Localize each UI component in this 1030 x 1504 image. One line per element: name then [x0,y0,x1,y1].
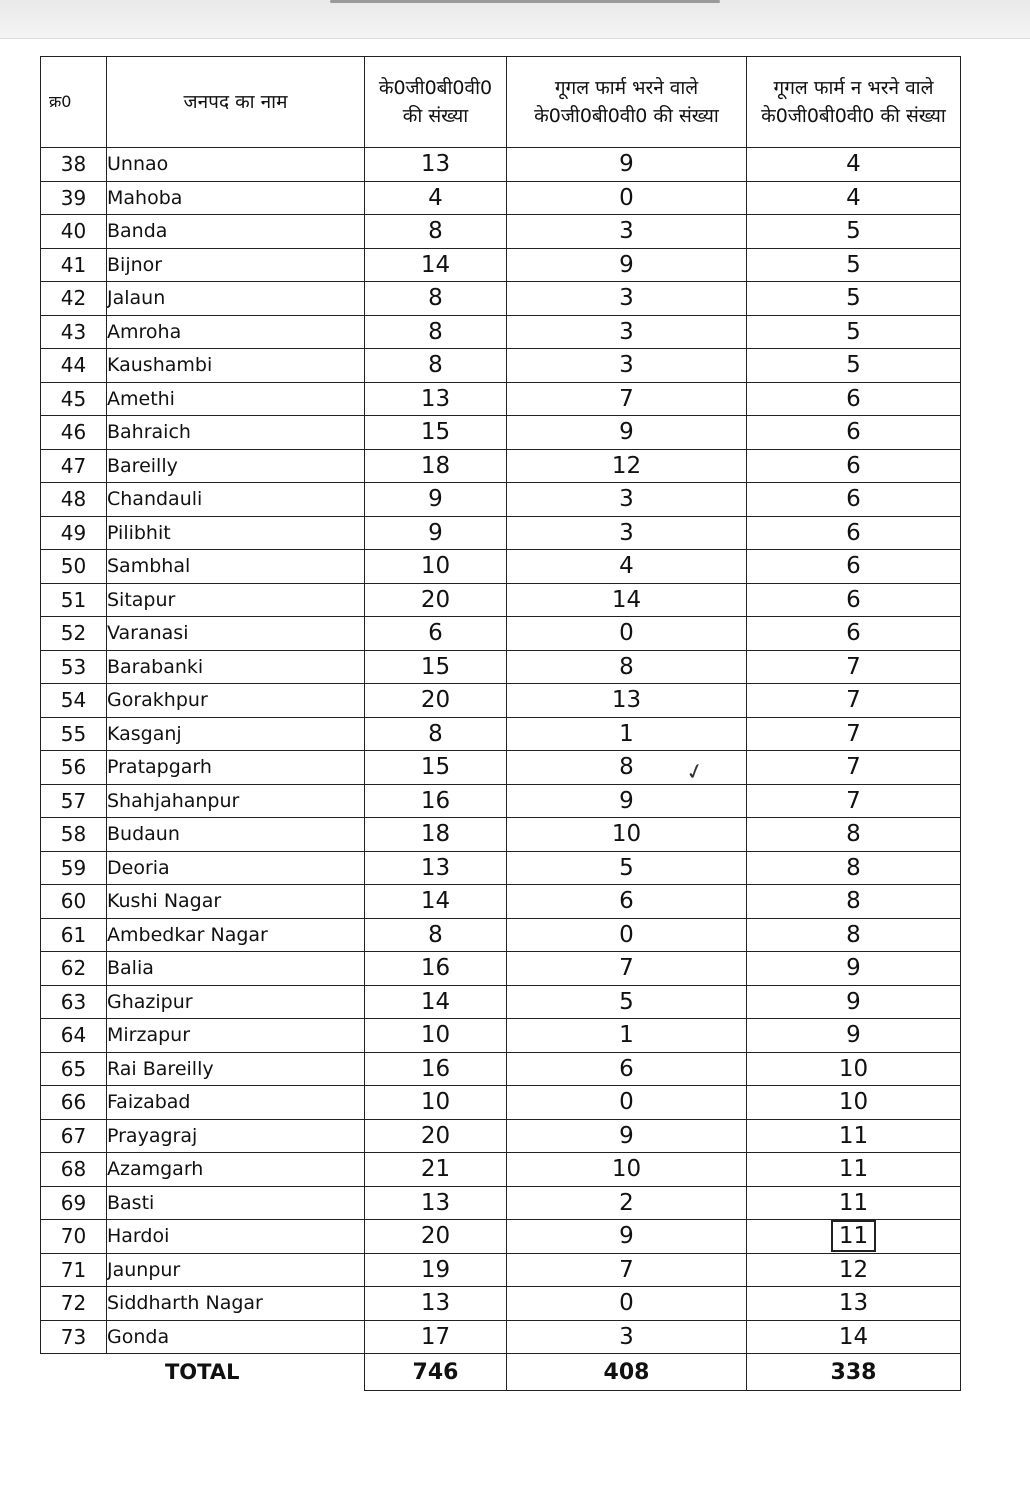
filled-count-cell: 6 [507,1052,747,1086]
filled-count-cell: 2 [507,1186,747,1220]
serial-cell: 42 [41,282,107,316]
filled-count-cell: 5 [507,851,747,885]
filled-count-cell: 0 [507,617,747,651]
total-kgbv-cell: 15 [365,416,507,450]
filled-count-cell: 3 [507,282,747,316]
table-row [41,918,961,952]
district-name-cell: Bahraich [107,416,365,450]
not-filled-count-cell: 5 [747,215,961,249]
table-row [41,851,961,885]
district-name-cell: Shahjahanpur [107,784,365,818]
total-kgbv-cell: 14 [365,985,507,1019]
not-filled-count-cell: 6 [747,449,961,483]
serial-cell: 44 [41,349,107,383]
not-filled-count-cell: 5 [747,282,961,316]
scan-fold-mark [330,0,720,3]
district-name-cell: Ambedkar Nagar [107,918,365,952]
district-name-cell: Sambhal [107,550,365,584]
total-kgbv-cell: 8 [365,349,507,383]
total-kgbv-cell: 8 [365,215,507,249]
district-name-cell: Varanasi [107,617,365,651]
filled-count-cell: 0 [507,181,747,215]
district-name-cell: Basti [107,1186,365,1220]
header-total-kgbv-line2: की संख्या [402,105,469,127]
filled-count-cell: 7 [507,952,747,986]
not-filled-count-cell: 8 [747,885,961,919]
table-row [41,215,961,249]
district-name-cell: Chandauli [107,483,365,517]
total-label: TOTAL [164,1360,240,1385]
district-name-cell: Balia [107,952,365,986]
district-name-cell: Jalaun [107,282,365,316]
district-name-cell: Mahoba [107,181,365,215]
not-filled-count-cell: 9 [747,985,961,1019]
serial-cell: 59 [41,851,107,885]
total-kgbv-cell: 19 [365,1253,507,1287]
district-name-cell: Faizabad [107,1086,365,1120]
table-row [41,148,961,182]
table-row [41,1153,961,1187]
table-row [41,784,961,818]
serial-cell: 39 [41,181,107,215]
table-row [41,349,961,383]
total-kgbv-cell: 16 [365,1052,507,1086]
serial-cell: 43 [41,315,107,349]
district-name-cell: Prayagraj [107,1119,365,1153]
filled-count-cell: 9 [507,1119,747,1153]
header-filled-line1: गूगल फार्म भरने वाले [554,77,699,99]
not-filled-count-cell: 6 [747,550,961,584]
not-filled-count-cell: 6 [747,617,961,651]
table-row [41,483,961,517]
total-kgbv-cell: 8 [365,717,507,751]
filled-count-cell: 9 [507,148,747,182]
district-name-cell: Hardoi [107,1220,365,1254]
filled-count-cell: 9 [507,784,747,818]
total-kgbv-cell: 20 [365,1220,507,1254]
total-kgbv-cell: 17 [365,1320,507,1354]
total-row [41,1354,961,1391]
not-filled-count-cell: 10 [747,1052,961,1086]
table-row [41,416,961,450]
not-filled-count-cell: 6 [747,382,961,416]
total-kgbv-cell: 6 [365,617,507,651]
header-not-filled-line1: गूगल फार्म न भरने वाले [773,77,934,99]
total-kgbv-cell: 13 [365,1287,507,1321]
not-filled-count-cell: 9 [747,1019,961,1053]
filled-count-cell: 9 [507,248,747,282]
boxed-value: 11 [831,1220,876,1252]
total-kgbv-cell: 10 [365,550,507,584]
filled-count-cell: 9 [507,1220,747,1254]
filled-count-cell: 10 [507,1153,747,1187]
district-name-cell: Sitapur [107,583,365,617]
serial-cell: 54 [41,684,107,718]
table-row [41,952,961,986]
serial-cell: 47 [41,449,107,483]
total-kgbv-cell: 20 [365,1119,507,1153]
table-row [41,617,961,651]
total-kgbv-cell: 13 [365,382,507,416]
serial-cell: 56 [41,751,107,785]
total-kgbv-cell: 21 [365,1153,507,1187]
district-name-cell: Bijnor [107,248,365,282]
not-filled-count-cell: 7 [747,717,961,751]
table-row [41,449,961,483]
total-kgbv-cell: 20 [365,583,507,617]
total-kgbv-cell: 16 [365,784,507,818]
header-filled [507,57,747,148]
header-serial: क्र0 [41,57,107,148]
total-filled-count: 408 [507,1354,747,1391]
serial-cell: 63 [41,985,107,1019]
district-name-cell: Ghazipur [107,985,365,1019]
district-name-cell: Budaun [107,818,365,852]
table-row [41,684,961,718]
filled-count-cell: 3 [507,483,747,517]
table-row [41,1287,961,1321]
district-name-cell: Kasganj [107,717,365,751]
serial-cell: 71 [41,1253,107,1287]
filled-count-cell: 3 [507,516,747,550]
total-kgbv-cell: 15 [365,751,507,785]
serial-cell: 62 [41,952,107,986]
district-name-cell: Barabanki [107,650,365,684]
table-row [41,885,961,919]
table-row [41,1220,961,1254]
total-kgbv-cell: 8 [365,315,507,349]
serial-cell: 70 [41,1220,107,1254]
not-filled-count-cell: 8 [747,918,961,952]
total-kgbv-cell: 15 [365,650,507,684]
total-kgbv-cell: 13 [365,148,507,182]
not-filled-count-cell: 9 [747,952,961,986]
total-kgbv-cell: 9 [365,516,507,550]
filled-count-cell: 9 [507,416,747,450]
district-name-cell: Rai Bareilly [107,1052,365,1086]
serial-cell: 48 [41,483,107,517]
not-filled-count-cell: 10 [747,1086,961,1120]
not-filled-count-cell: 7 [747,751,961,785]
header-total-kgbv [365,57,507,148]
serial-cell: 52 [41,617,107,651]
district-name-cell: Amethi [107,382,365,416]
serial-cell: 67 [41,1119,107,1153]
total-kgbv-cell: 18 [365,449,507,483]
serial-cell: 50 [41,550,107,584]
filled-count-cell: 1 [507,1019,747,1053]
serial-cell: 69 [41,1186,107,1220]
filled-count-cell: 8 [507,751,747,785]
header-not-filled-line2: के0जी0बी0वी0 की संख्या [761,105,946,127]
total-kgbv-cell: 14 [365,885,507,919]
not-filled-count-cell: 11 [747,1186,961,1220]
total-kgbv-cell: 9 [365,483,507,517]
not-filled-count-cell: 5 [747,349,961,383]
not-filled-count-cell [747,1220,961,1254]
not-filled-count-cell: 4 [747,148,961,182]
total-not-filled-count: 338 [747,1354,961,1391]
filled-count-cell: 3 [507,215,747,249]
serial-cell: 41 [41,248,107,282]
kgbv-table [40,56,961,1391]
not-filled-count-cell: 5 [747,248,961,282]
district-name-cell: Mirzapur [107,1019,365,1053]
total-kgbv-cell: 4 [365,181,507,215]
not-filled-count-cell: 7 [747,650,961,684]
filled-count-cell: 3 [507,315,747,349]
total-kgbv-cell: 16 [365,952,507,986]
not-filled-count-cell: 12 [747,1253,961,1287]
filled-count-cell: 0 [507,918,747,952]
not-filled-count-cell: 7 [747,784,961,818]
table-row [41,650,961,684]
serial-cell: 57 [41,784,107,818]
district-name-cell: Pilibhit [107,516,365,550]
serial-cell: 66 [41,1086,107,1120]
total-kgbv-cell: 13 [365,851,507,885]
serial-cell: 72 [41,1287,107,1321]
serial-cell: 53 [41,650,107,684]
not-filled-count-cell: 8 [747,818,961,852]
serial-cell: 45 [41,382,107,416]
not-filled-count-cell: 5 [747,315,961,349]
filled-count-cell: 13 [507,684,747,718]
table-row [41,751,961,785]
table-row [41,583,961,617]
total-kgbv-cell: 13 [365,1186,507,1220]
header-not-filled [747,57,961,148]
filled-count-cell: 0 [507,1287,747,1321]
filled-count-cell: 8 [507,650,747,684]
table-row [41,1320,961,1354]
not-filled-count-cell: 6 [747,483,961,517]
serial-cell: 60 [41,885,107,919]
total-kgbv-cell: 8 [365,918,507,952]
filled-count-cell: 7 [507,382,747,416]
not-filled-count-cell: 14 [747,1320,961,1354]
district-name-cell: Siddharth Nagar [107,1287,365,1321]
table-row [41,1253,961,1287]
header-row [41,57,961,148]
district-name-cell: Gonda [107,1320,365,1354]
district-name-cell: Deoria [107,851,365,885]
district-name-cell: Kaushambi [107,349,365,383]
handwritten-tick-mark: ✓ [683,758,708,787]
table-row [41,1052,961,1086]
filled-count-cell: 3 [507,1320,747,1354]
serial-cell: 73 [41,1320,107,1354]
serial-cell: 68 [41,1153,107,1187]
not-filled-count-cell: 6 [747,516,961,550]
table-row [41,818,961,852]
filled-count-cell: 7 [507,1253,747,1287]
table-row [41,550,961,584]
table-row [41,1119,961,1153]
total-kgbv-count: 746 [365,1354,507,1391]
table-row [41,717,961,751]
table-row [41,181,961,215]
filled-count-cell: 0 [507,1086,747,1120]
serial-cell: 51 [41,583,107,617]
serial-cell: 64 [41,1019,107,1053]
filled-count-cell: 14 [507,583,747,617]
not-filled-count-cell: 8 [747,851,961,885]
serial-cell: 61 [41,918,107,952]
filled-count-cell: 5 [507,985,747,1019]
total-kgbv-cell: 14 [365,248,507,282]
district-name-cell: Pratapgarh [107,751,365,785]
filled-count-cell: 3 [507,349,747,383]
table-row [41,315,961,349]
table-body [41,148,961,1354]
not-filled-count-cell: 6 [747,583,961,617]
serial-cell: 58 [41,818,107,852]
district-name-cell: Amroha [107,315,365,349]
filled-count-cell: 10 [507,818,747,852]
filled-count-cell: 4 [507,550,747,584]
not-filled-count-cell: 4 [747,181,961,215]
table-row [41,1086,961,1120]
filled-count-cell: 12 [507,449,747,483]
district-name-cell: Jaunpur [107,1253,365,1287]
district-name-cell: Gorakhpur [107,684,365,718]
total-kgbv-cell: 10 [365,1086,507,1120]
district-name-cell: Unnao [107,148,365,182]
serial-cell: 49 [41,516,107,550]
table-row [41,1019,961,1053]
not-filled-count-cell: 6 [747,416,961,450]
serial-cell: 38 [41,148,107,182]
table-row [41,382,961,416]
total-kgbv-cell: 8 [365,282,507,316]
header-district-name: जनपद का नाम [107,57,365,148]
not-filled-count-cell: 7 [747,684,961,718]
not-filled-count-cell: 11 [747,1153,961,1187]
scan-top-band [0,0,1030,39]
district-name-cell: Kushi Nagar [107,885,365,919]
total-kgbv-cell: 20 [365,684,507,718]
serial-cell: 40 [41,215,107,249]
total-kgbv-cell: 10 [365,1019,507,1053]
serial-cell: 55 [41,717,107,751]
table-row [41,282,961,316]
table-row [41,516,961,550]
not-filled-count-cell: 13 [747,1287,961,1321]
total-kgbv-cell: 18 [365,818,507,852]
table-row [41,985,961,1019]
header-filled-line2: के0जी0बी0वी0 की संख्या [534,105,719,127]
district-name-cell: Bareilly [107,449,365,483]
serial-cell: 65 [41,1052,107,1086]
table-row [41,248,961,282]
serial-cell: 46 [41,416,107,450]
district-name-cell: Banda [107,215,365,249]
district-name-cell: Azamgarh [107,1153,365,1187]
filled-count-cell: 1 [507,717,747,751]
table-row [41,1186,961,1220]
header-total-kgbv-line1: के0जी0बी0वी0 [378,77,493,99]
not-filled-count-cell: 11 [747,1119,961,1153]
filled-count-cell: 6 [507,885,747,919]
